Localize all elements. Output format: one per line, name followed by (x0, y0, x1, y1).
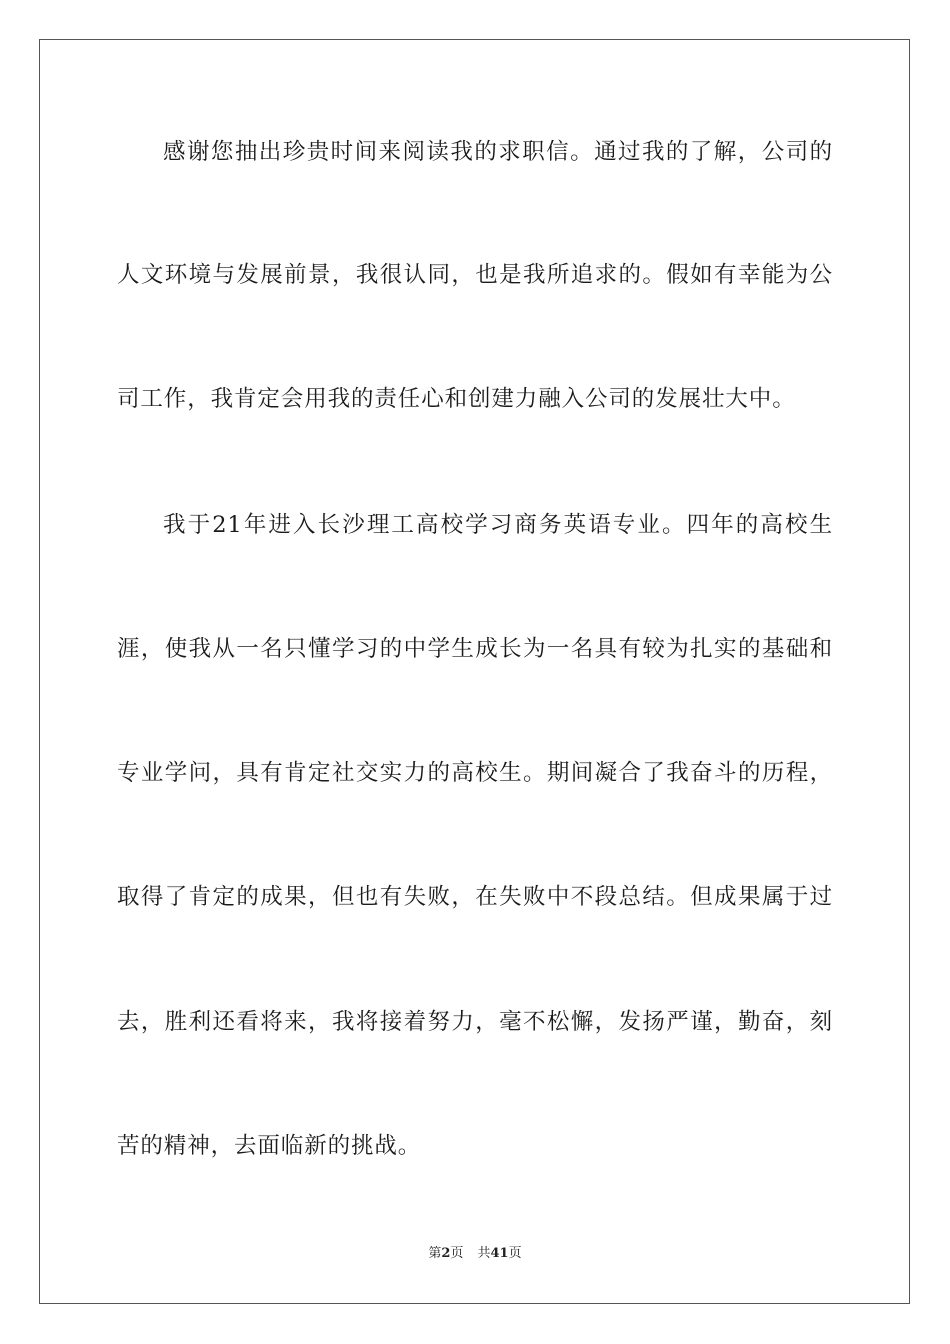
paragraph-1-line-1: 感谢您抽出珍贵时间来阅读我的求职信。通过我的了解，公司的 (163, 139, 833, 165)
paragraph-1-line-3: 司工作，我肯定会用我的责任心和创建力融入公司的发展壮大中。 (117, 386, 796, 412)
paragraph-2-line-2: 涯，使我从一名只懂学习的中学生成长为一名具有较为扎实的基础和 (117, 636, 833, 662)
total-prefix: 共 (477, 1246, 491, 1261)
page-number: 2 (441, 1246, 451, 1261)
paragraph-1-line-2: 人文环境与发展前景，我很认同，也是我所追求的。假如有幸能为公 (117, 262, 833, 288)
total-pages: 41 (490, 1246, 509, 1261)
page-border (39, 39, 910, 1304)
paragraph-2-line-1: 我于21年进入长沙理工高校学习商务英语专业。四年的高校生 (163, 512, 833, 538)
paragraph-2-line-3: 专业学问，具有肯定社交实力的高校生。期间凝合了我奋斗的历程， (117, 760, 833, 786)
paragraph-2-line-6: 苦的精神，去面临新的挑战。 (117, 1133, 422, 1159)
page-prefix: 第 (428, 1246, 442, 1261)
page-footer (0, 1245, 950, 1263)
paragraph-2-line-4: 取得了肯定的成果，但也有失败，在失败中不段总结。但成果属于过 (117, 884, 833, 910)
total-suffix: 页 (508, 1246, 522, 1261)
paragraph-2-line-5: 去，胜利还看将来，我将接着努力，毫不松懈，发扬严谨，勤奋，刻 (117, 1009, 833, 1035)
page-suffix: 页 (450, 1246, 464, 1261)
